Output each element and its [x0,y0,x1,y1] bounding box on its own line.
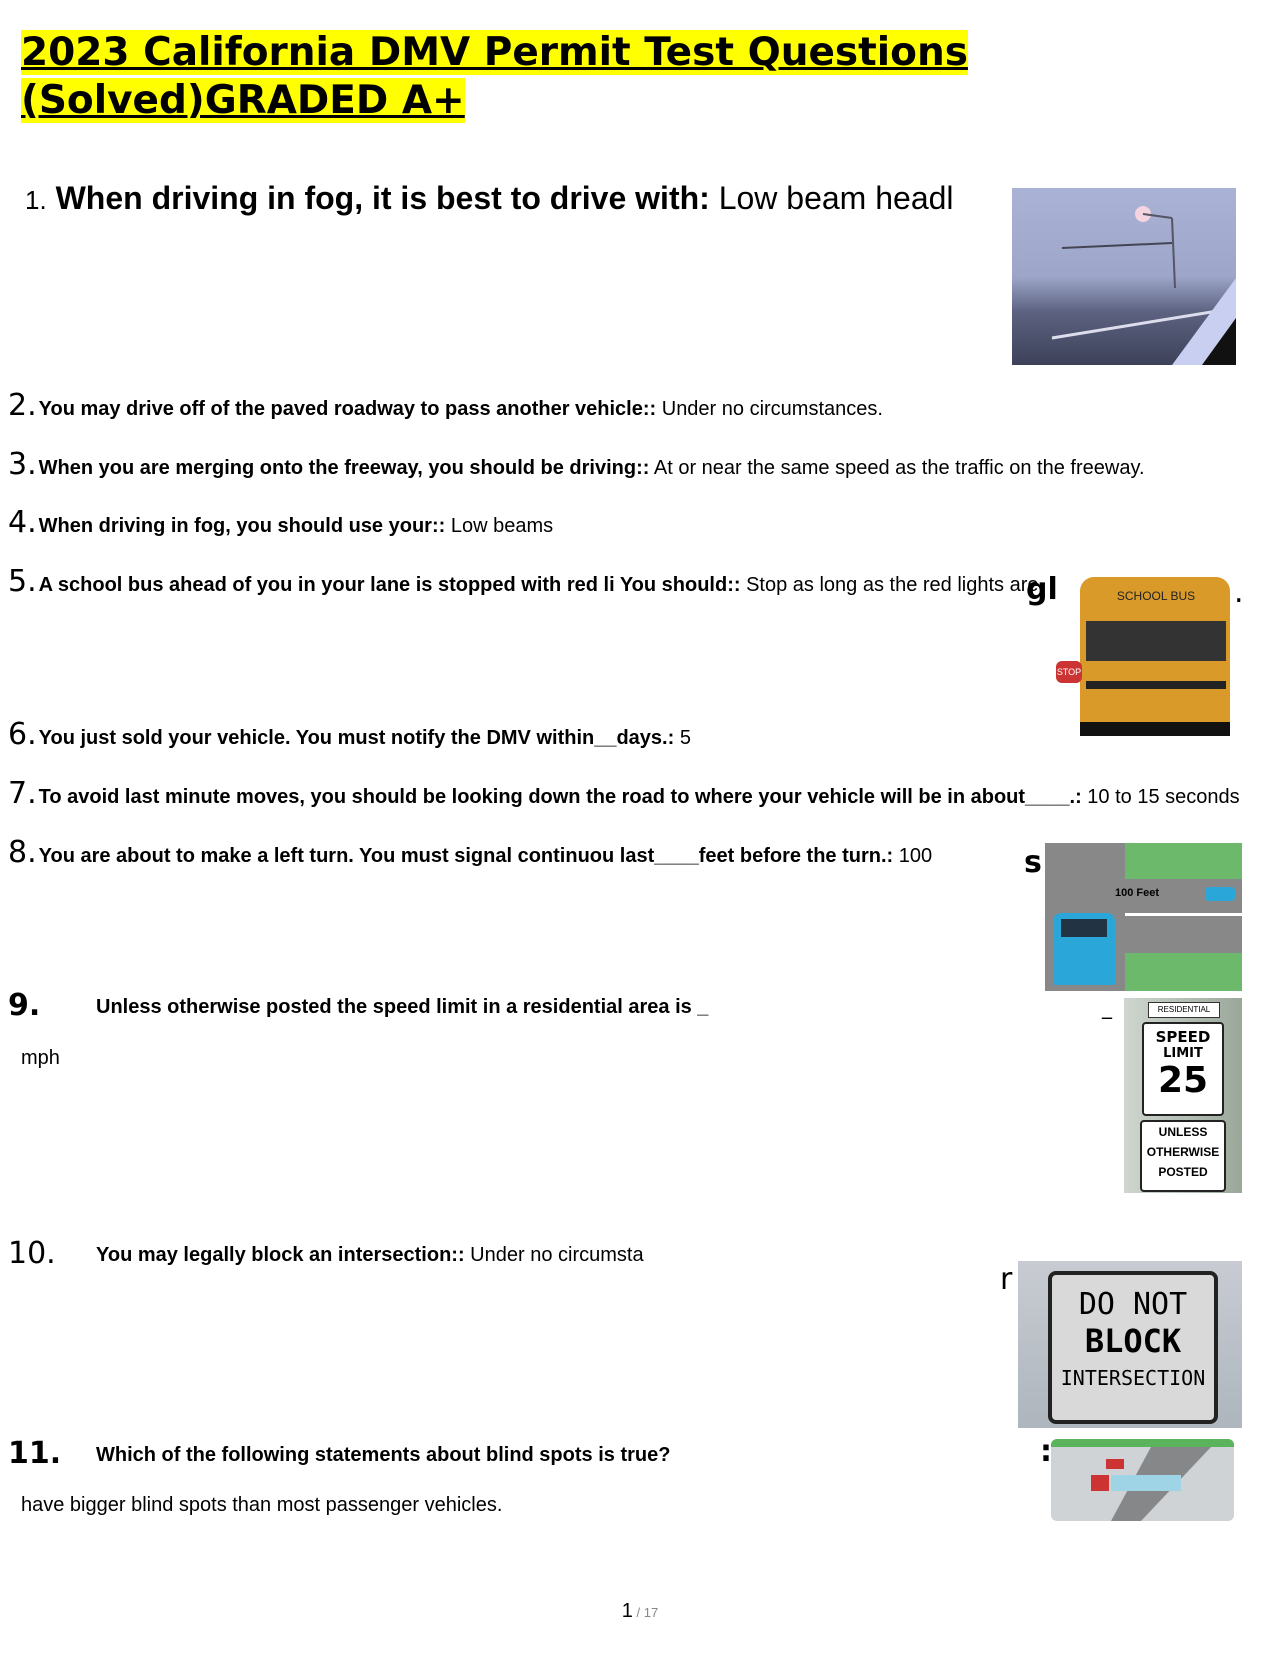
stray-text: s [1024,845,1042,880]
left-turn-diagram-image [1045,843,1242,991]
document-title-line2: (Solved)GRADED A+ [21,78,465,123]
speed-limit-sign-image [1124,998,1242,1193]
stray-text: _ [1102,995,1112,1019]
question-10: 10. You may legally block an intersection:: Under no circumsta [8,1236,644,1271]
question-5: 5. A school bus ahead of you in your lane is stopped with red li You should:: Stop as long as the red lights are [8,564,1039,599]
page-number: 1 / 17 [621,1600,659,1622]
question-11: 11. Which of the following statements about blind spots is true? [8,1436,671,1471]
sign-text: DO NOT [1078,1287,1188,1322]
answer-9: mph [21,1047,60,1069]
sign-number: 25 [1157,1060,1209,1101]
question-9: 9. Unless otherwise posted the speed limit in a residential area is _ [8,988,709,1023]
sign-text: LIMIT [1163,1046,1203,1061]
sign-top-label: RESIDENTIAL [1148,1002,1220,1018]
fog-road-image [1012,188,1236,365]
question-6: 6. You just sold your vehicle. You must notify the DMV within__days.: 5 [8,717,691,752]
sign-text: OTHERWISE [1146,1145,1220,1159]
do-not-block-intersection-sign-image [1018,1261,1242,1428]
blind-spot-diagram-image [1051,1439,1234,1521]
school-bus-image [1056,577,1238,744]
stop-sign-label: STOP [1056,661,1082,683]
question-7: 7. To avoid last minute moves, you should be looking down the road to where your vehicle will be in about____.: 10 to 15 seconds [8,776,1240,811]
answer-11: have bigger blind spots than most passenger vehicles. [21,1494,503,1516]
question-8: 8. You are about to make a left turn. You must signal continuou last____feet before the turn.: 100 [8,835,933,870]
question-3: 3. When you are merging onto the freeway, you should be driving:: At or near the same speed as the traffic on the freeway. [8,447,1145,482]
stray-text: gl [1026,572,1058,607]
question-2: 2. You may drive off of the paved roadway to pass another vehicle:: Under no circumstances. [8,388,883,423]
bus-label: SCHOOL BUS [1116,589,1196,603]
document-title-line1: 2023 California DMV Permit Test Questions [21,30,968,75]
sign-text: UNLESS [1158,1125,1208,1139]
sign-text: INTERSECTION [1060,1366,1206,1390]
stray-text: : [1040,1434,1052,1469]
stray-text: r [1000,1262,1013,1297]
sign-text: POSTED [1158,1165,1208,1179]
distance-label: 100 Feet [1115,887,1160,899]
question-1: 1. When driving in fog, it is best to drive with: Low beam headl [25,180,954,216]
sign-text: SPEED [1155,1028,1211,1046]
stray-text: . [1234,575,1244,610]
question-4: 4. When driving in fog, you should use your:: Low beams [8,505,554,540]
sign-text: BLOCK [1084,1322,1182,1360]
